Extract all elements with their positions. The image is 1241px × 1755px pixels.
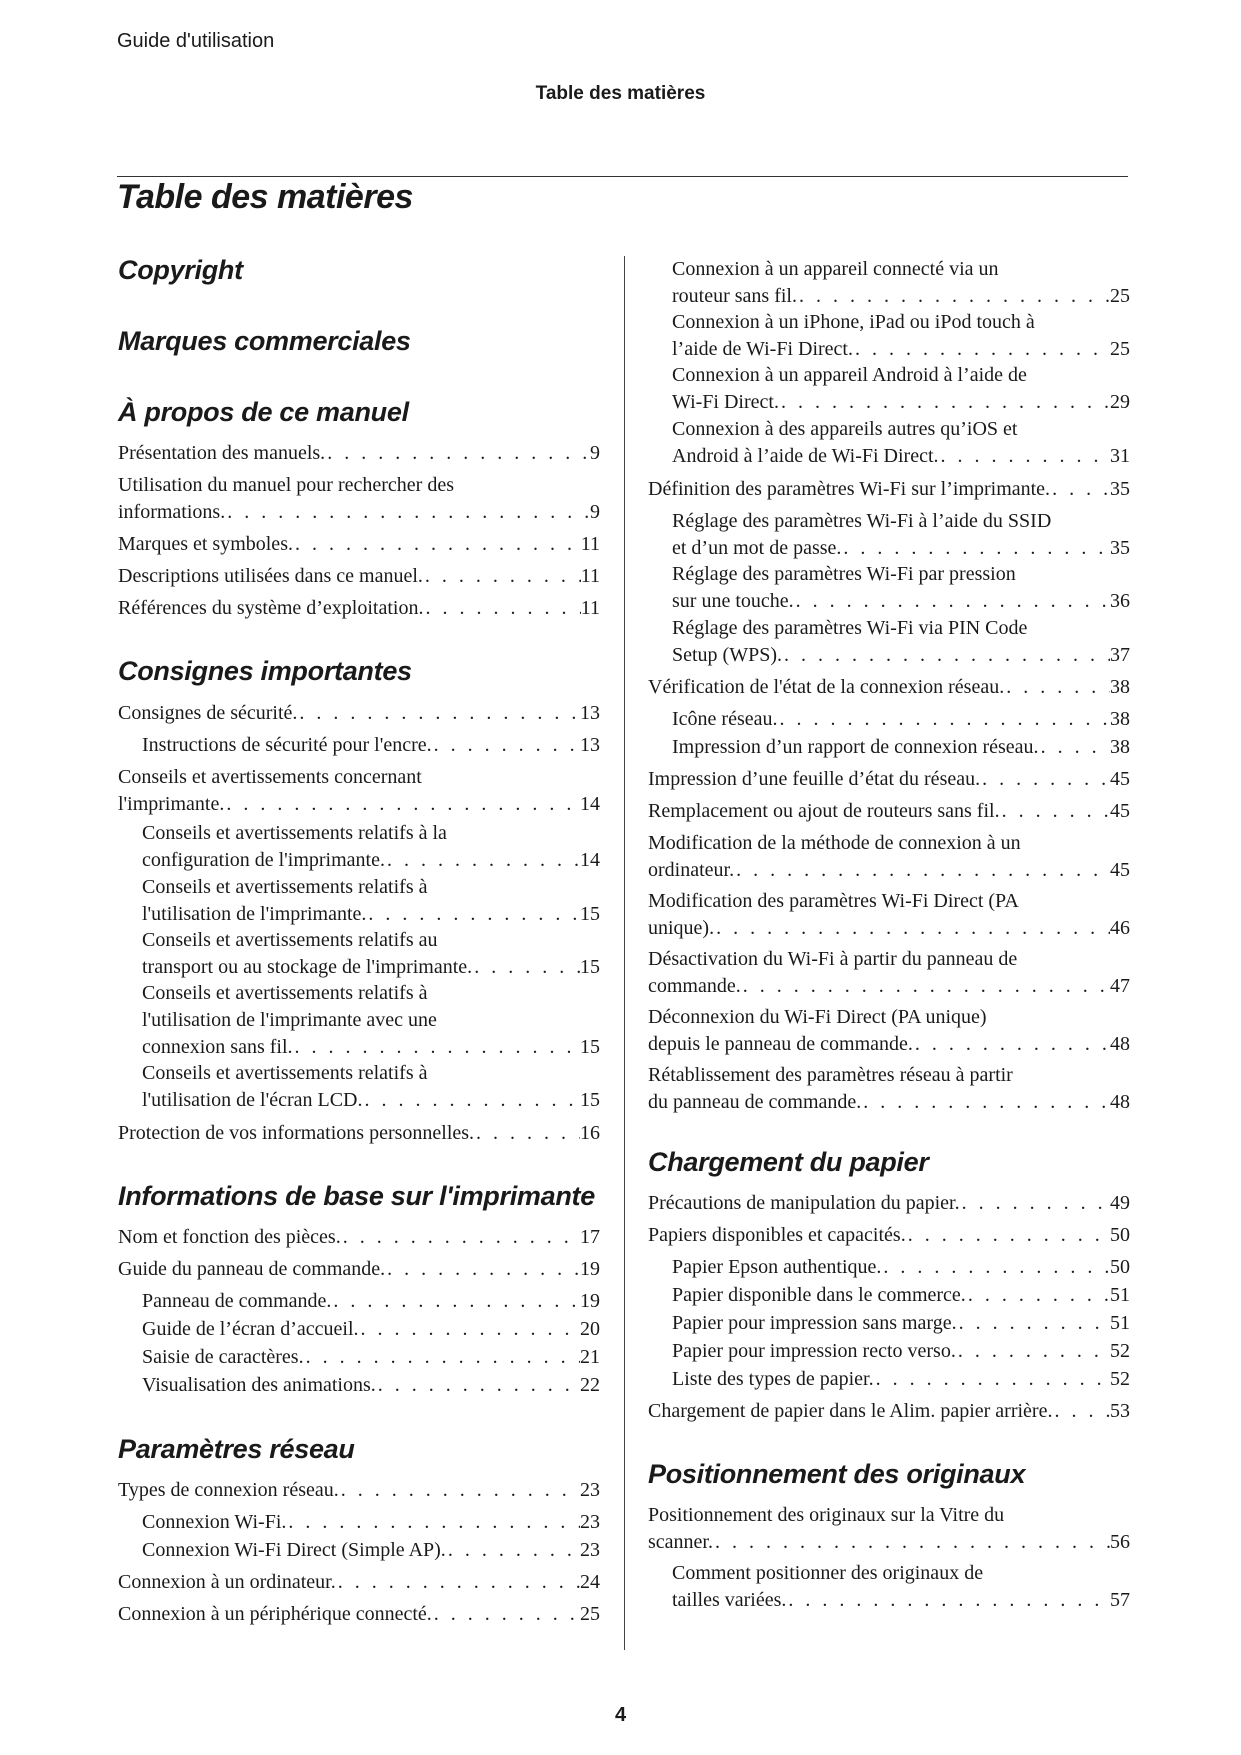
toc-entry[interactable] [142,874,600,928]
leader-dots [432,1601,580,1628]
leader-dots [297,700,580,727]
leader-dots [359,1316,580,1343]
toc-entry[interactable] [118,1256,600,1283]
entry-page: 37 [1110,644,1130,666]
toc-entry[interactable] [672,309,1130,363]
entry-title-line: Utilisation du manuel pour rechercher des [118,474,454,496]
entry-title: et d’un mot de passe. [672,537,842,559]
toc-heading[interactable]: Marques commerciales [118,326,411,356]
leader-dots [874,1366,1110,1393]
toc-entry[interactable] [672,1282,1130,1309]
toc-entry[interactable] [648,1062,1130,1116]
entry-title: transport ou au stockage de l'imprimante. [142,956,473,978]
entry-title-line: Conseils et avertissements relatifs à [142,876,428,898]
toc-entry[interactable] [142,980,600,1061]
leader-dots [432,732,580,759]
entry-page: 38 [1110,676,1130,698]
toc-entry[interactable] [672,256,1130,310]
toc-entry[interactable] [672,734,1130,761]
toc-entry[interactable] [672,706,1130,733]
entry-page: 25 [580,1603,600,1625]
entry-page: 14 [580,849,600,871]
entry-page: 45 [1110,768,1130,790]
entry-title-line: Conseils et avertissements relatifs à [142,1062,428,1084]
entry-page: 25 [1110,338,1130,360]
entry-title-line: l'utilisation de l'imprimante avec une [142,1009,437,1031]
entry-title: Définition des paramètres Wi-Fi sur l’imprimante. [648,478,1051,500]
entry-title: unique). [648,917,715,939]
entry-title: Instructions de sécurité pour l'encre. [142,734,432,756]
leader-dots [423,563,581,590]
leader-dots [841,535,1110,562]
leader-dots [853,336,1110,363]
leader-dots [782,642,1110,669]
entry-page: 56 [1110,1531,1130,1553]
entry-page: 11 [580,533,600,555]
entry-page: 20 [580,1318,600,1340]
toc-entry[interactable] [672,1366,1130,1393]
leader-dots [906,1222,1110,1249]
entry-page: 24 [580,1571,600,1593]
section-header: Table des matières [535,83,706,104]
toc-heading[interactable]: À propos de ce manuel [118,397,409,427]
entry-page: 16 [580,1122,600,1144]
leader-dots [1050,476,1110,503]
toc-entry[interactable] [142,1372,600,1399]
entry-title: connexion sans fil. [142,1036,293,1058]
entry-page: 52 [1110,1368,1130,1390]
entry-title-line: Modification des paramètres Wi-Fi Direct (PA [648,890,1019,912]
entry-page: 19 [580,1290,600,1312]
entry-title: l'utilisation de l'écran LCD. [142,1089,363,1111]
toc-entry[interactable] [672,1560,1130,1614]
entry-page: 19 [580,1258,600,1280]
entry-title: Icône réseau. [672,708,778,730]
running-header: Guide d'utilisation [117,30,275,52]
entry-title: Remplacement ou ajout de routeurs sans fil. [648,800,1000,822]
entry-title-line: Connexion à des appareils autres qu’iOS et [672,418,1018,440]
entry-title-line: Modification de la méthode de connexion à un [648,832,1021,854]
toc-entry[interactable] [648,1004,1130,1058]
entry-page: 31 [1110,445,1130,467]
entry-page: 51 [1110,1312,1130,1334]
toc-entry[interactable] [648,766,1130,793]
leader-dots [331,1288,580,1315]
entry-title-line: Connexion à un appareil connecté via un [672,258,999,280]
toc-entry[interactable] [142,732,600,759]
leader-dots [797,283,1110,310]
entry-title: l'utilisation de l'imprimante. [142,903,367,925]
entry-title: du panneau de commande. [648,1091,862,1113]
entry-title: Marques et symboles. [118,533,293,555]
toc-entry[interactable] [142,927,600,981]
toc-entry[interactable] [118,563,600,590]
entry-title: Setup (WPS). [672,644,782,666]
toc-entry[interactable] [672,1310,1130,1337]
entry-page: 36 [1110,590,1130,612]
toc-entry[interactable] [648,1398,1130,1425]
entry-title: Impression d’un rapport de connexion réseau. [672,736,1039,758]
entry-title: l’aide de Wi-Fi Direct. [672,338,853,360]
leader-dots [957,1310,1110,1337]
entry-page: 48 [1110,1033,1130,1055]
leader-dots [1000,798,1110,825]
entry-title: Connexion à un périphérique connecté. [118,1603,432,1625]
entry-title: Saisie de caractères. [142,1346,304,1368]
entry-title: Panneau de commande. [142,1290,332,1312]
entry-title-line: Réglage des paramètres Wi-Fi à l’aide du SSID [672,510,1052,532]
entry-title-line: Connexion à un iPhone, iPad ou iPod touch à [672,311,1035,333]
entry-title: Consignes de sécurité. [118,702,298,724]
entry-page: 14 [580,793,600,815]
entry-page: 15 [580,956,600,978]
entry-page: 35 [1110,537,1130,559]
leader-dots [286,1509,580,1536]
leader-dots [225,499,590,526]
toc-entry[interactable] [118,1569,600,1596]
entry-title: depuis le panneau de commande. [648,1033,913,1055]
column-divider [624,256,625,1650]
toc-heading[interactable]: Informations de base sur l'imprimante [118,1181,595,1211]
entry-title-line: Conseils et avertissements relatifs à [142,982,428,1004]
entry-title-line: Désactivation du Wi-Fi à partir du panneau de [648,948,1018,970]
page-title: Table des matières [117,178,413,216]
entry-title: Connexion Wi-Fi Direct (Simple AP). [142,1539,446,1561]
entry-page: 38 [1110,708,1130,730]
toc-entry[interactable] [672,508,1130,562]
entry-page: 13 [580,702,600,724]
toc-entry[interactable] [672,615,1130,669]
entry-title: Papier pour impression recto verso. [672,1340,956,1362]
leader-dots [794,588,1110,615]
entry-title-line: Connexion à un appareil Android à l’aide de [672,364,1027,386]
leader-dots [224,791,580,818]
entry-title: sur une touche. [672,590,794,612]
entry-title: l'imprimante. [118,793,225,815]
entry-page: 48 [1110,1091,1130,1113]
leader-dots [341,1224,580,1251]
toc-entry[interactable] [142,1344,600,1371]
entry-page: 52 [1110,1340,1130,1362]
leader-dots [939,443,1110,470]
toc-entry[interactable] [142,1537,600,1564]
entry-title-line: Déconnexion du Wi-Fi Direct (PA unique) [648,1006,987,1028]
entry-title-line: Rétablissement des paramètres réseau à partir [648,1064,1013,1086]
toc-heading[interactable]: Paramètres réseau [118,1434,355,1464]
entry-title: tailles variées. [672,1589,787,1611]
toc-entry[interactable] [118,1120,600,1147]
leader-dots [779,389,1110,416]
entry-title-line: Conseils et avertissements concernant [118,766,422,788]
entry-title: Présentation des manuels. [118,442,326,464]
entry-title: Guide du panneau de commande. [118,1258,386,1280]
entry-page: 50 [1110,1256,1130,1278]
leader-dots [786,1587,1110,1614]
entry-title: informations. [118,501,226,523]
entry-page: 25 [1110,285,1130,307]
leader-dots [1039,734,1110,761]
toc-entry[interactable] [648,830,1130,884]
entry-title: Papier pour impression sans marge. [672,1312,957,1334]
toc-entry[interactable] [672,362,1130,416]
entry-title-line: Comment positionner des originaux de [672,1562,984,1584]
toc-entry[interactable] [118,1477,600,1504]
leader-dots [1052,1398,1110,1425]
toc-entry[interactable] [142,1060,600,1114]
entry-page: 38 [1110,736,1130,758]
entry-title: Types de connexion réseau. [118,1479,339,1501]
entry-page: 35 [1110,478,1130,500]
leader-dots [1004,674,1110,701]
toc-entry[interactable] [142,1509,600,1536]
leader-dots [741,973,1110,1000]
entry-page: 23 [580,1539,600,1561]
toc-entry[interactable] [648,798,1130,825]
entry-title-line: Réglage des paramètres Wi-Fi par pression [672,563,1016,585]
entry-title: Références du système d’exploitation. [118,597,424,619]
leader-dots [363,1087,581,1114]
leader-dots [446,1537,580,1564]
leader-dots [966,1282,1110,1309]
toc-entry[interactable] [648,1222,1130,1249]
toc-entry[interactable] [648,476,1130,503]
leader-dots [714,915,1110,942]
toc-entry[interactable] [648,1190,1130,1217]
toc-entry[interactable] [648,888,1130,942]
toc-entry[interactable] [672,1338,1130,1365]
leader-dots [376,1372,580,1399]
leader-dots [881,1254,1110,1281]
entry-title: Papier Epson authentique. [672,1256,882,1278]
entry-title: Connexion Wi-Fi. [142,1511,287,1533]
entry-page: 15 [580,1036,600,1058]
entry-page: 50 [1110,1224,1130,1246]
entry-page: 23 [580,1511,600,1533]
toc-entry[interactable] [118,595,600,622]
entry-title: Guide de l’écran d’accueil. [142,1318,359,1340]
entry-title: Vérification de l'état de la connexion réseau. [648,676,1005,698]
leader-dots [293,1034,580,1061]
entry-title: commande. [648,975,741,997]
leader-dots [304,1344,580,1371]
toc-heading[interactable]: Consignes importantes [118,656,412,686]
entry-title: Descriptions utilisées dans ce manuel. [118,565,423,587]
entry-title: Visualisation des animations. [142,1374,376,1396]
entry-page: 51 [1110,1284,1130,1306]
toc-entry[interactable] [142,820,600,874]
entry-page: 45 [1110,859,1130,881]
toc-entry[interactable] [672,561,1130,615]
toc-heading[interactable]: Positionnement des originaux [648,1459,1026,1489]
page-number: 4 [614,1704,627,1726]
leader-dots [861,1089,1110,1116]
entry-title: configuration de l'imprimante. [142,849,385,871]
toc-entry[interactable] [648,946,1130,1000]
entry-page: 15 [580,903,600,925]
toc-entry[interactable] [118,472,600,526]
entry-page: 9 [590,501,600,523]
toc-entry[interactable] [118,1601,600,1628]
leader-dots [713,1529,1110,1556]
entry-title: Papier disponible dans le commerce. [672,1284,966,1306]
leader-dots [472,954,580,981]
leader-dots [734,857,1110,884]
entry-page: 13 [580,734,600,756]
entry-title-line: Conseils et avertissements relatifs au [142,929,438,951]
toc-heading[interactable]: Copyright [118,255,243,285]
leader-dots [385,1256,580,1283]
entry-title: Chargement de papier dans le Alim. papier arrière. [648,1400,1053,1422]
entry-page: 23 [580,1479,600,1501]
entry-title: Précautions de manipulation du papier. [648,1192,960,1214]
entry-page: 9 [590,442,600,464]
entry-page: 46 [1110,917,1130,939]
leader-dots [778,706,1111,733]
entry-title: Papiers disponibles et capacités. [648,1224,906,1246]
entry-title: Liste des types de papier. [672,1368,874,1390]
toc-entry[interactable] [118,531,600,558]
entry-page: 21 [580,1346,600,1368]
entry-title: Wi-Fi Direct. [672,391,779,413]
leader-dots [325,440,590,467]
leader-dots [293,531,581,558]
entry-title: Protection de vos informations personnelles. [118,1122,475,1144]
entry-title: ordinateur. [648,859,735,881]
leader-dots [339,1477,580,1504]
entry-page: 45 [1110,800,1130,822]
entry-title: Connexion à un ordinateur. [118,1571,336,1593]
toc-entry[interactable] [142,1288,600,1315]
entry-page: 11 [580,565,600,587]
toc-entry[interactable] [118,764,600,818]
entry-title-line: Conseils et avertissements relatifs à la [142,822,447,844]
entry-page: 15 [580,1089,600,1111]
toc-entry[interactable] [118,440,600,467]
toc-entry[interactable] [648,1502,1130,1556]
toc-entry[interactable] [672,416,1130,470]
entry-title-line: Positionnement des originaux sur la Vitre du [648,1504,1005,1526]
toc-entry[interactable] [648,674,1130,701]
entry-title-line: Réglage des paramètres Wi-Fi via PIN Code [672,617,1028,639]
leader-dots [474,1120,580,1147]
entry-page: 49 [1110,1192,1130,1214]
leader-dots [980,766,1110,793]
entry-title: routeur sans fil. [672,285,797,307]
leader-dots [913,1031,1110,1058]
leader-dots [366,901,580,928]
leader-dots [336,1569,580,1596]
toc-entry[interactable] [118,1224,600,1251]
toc-entry[interactable] [672,1254,1130,1281]
entry-page: 22 [580,1374,600,1396]
leader-dots [423,595,580,622]
title-rule [117,176,1128,177]
leader-dots [385,847,580,874]
entry-title: scanner. [648,1531,713,1553]
entry-title: Nom et fonction des pièces. [118,1226,341,1248]
toc-entry[interactable] [118,700,600,727]
entry-title: Impression d’une feuille d’état du réseau. [648,768,981,790]
toc-heading[interactable]: Chargement du papier [648,1147,929,1177]
entry-page: 17 [580,1226,600,1248]
entry-page: 11 [580,597,600,619]
entry-title: Android à l’aide de Wi-Fi Direct. [672,445,939,467]
entry-page: 47 [1110,975,1130,997]
leader-dots [960,1190,1110,1217]
entry-page: 57 [1110,1589,1130,1611]
entry-page: 53 [1110,1400,1130,1422]
toc-entry[interactable] [142,1316,600,1343]
entry-page: 29 [1110,391,1130,413]
leader-dots [956,1338,1110,1365]
